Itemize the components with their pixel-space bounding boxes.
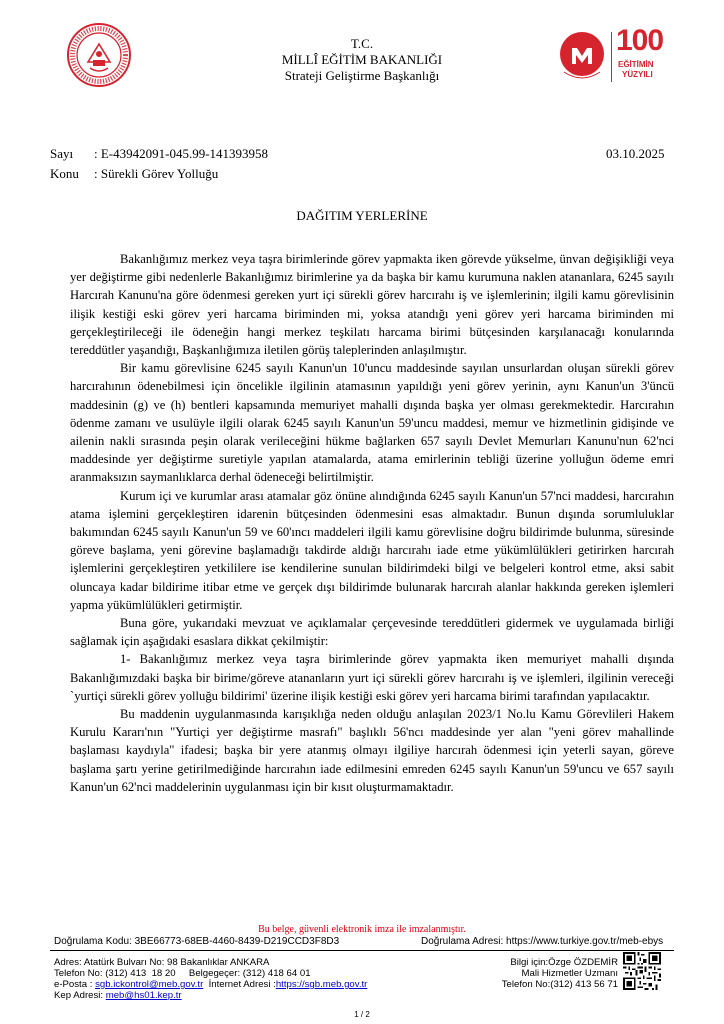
footer-divider	[50, 950, 674, 951]
footer-contact-block	[502, 957, 618, 990]
contact-title: Mali Hizmetler Uzmanı	[521, 968, 618, 979]
internet-link[interactable]: https://sgb.meb.gov.tr	[275, 979, 368, 990]
konu-label: Konu	[50, 166, 79, 181]
footer-address-block	[54, 957, 367, 1001]
distribution-title: DAĞITIM YERLERİNE	[296, 208, 428, 223]
contact-phone: Telefon No:(312) 413 56 71	[501, 979, 618, 990]
logo-text-egitimin: EĞİTİMİN	[618, 60, 654, 69]
qr-code-icon	[623, 952, 661, 990]
page-number: 1 / 2	[354, 1010, 370, 1019]
paragraph: 1- Bakanlığımız merkez veya taşra birimlerinde görev yapmakta iken memuriyet mahalli dışında Bakanlığımızdaki başka bir birime/göreve atananların yurt içi sürekli görev harcırahı iş ve işlemleri, ilgilinin vereceği `yurtiçi sürekli görev yolluğu bildirimi' üzerine ilişik kestiği eski görev yeri harcama birimi tarafından yapılacaktır.	[70, 652, 674, 703]
document-date: 03.10.2025	[606, 146, 665, 161]
letterhead	[0, 36, 724, 84]
verification-address: Doğrulama Adresi: https://www.turkiye.gov.tr/meb-ebys	[421, 936, 664, 947]
kep-label: Kep Adresi:	[54, 990, 106, 1001]
logo-text-yuzyili: YÜZYILI	[622, 70, 653, 79]
footer-address: Adres: Atatürk Bulvarı No: 98 Bakanlıklar ANKARA	[54, 957, 270, 968]
logo-number-100: 100	[616, 24, 664, 57]
header-department: Strateji Geliştirme Başkanlığı	[284, 68, 440, 83]
contact-person: Bilgi için:Özge ÖZDEMİR	[510, 957, 618, 968]
footer-email-line	[54, 979, 367, 990]
paragraph: Bir kamu görevlisine 6245 sayılı Kanun'un 10'uncu maddesinde sayılan unsurlardan oluşan sürekli görev harcırahının ödenebilmesi için öncelikle ilgilinin atamasının yapıldığı yeni görev yerinin, aynı Kanun'un 3'üncü maddesinin (g) ve (h) bentleri kapsamında memuriyet mahalli dışında başka yer olması gerekmektedir. Harcırahın ödenme zamanı ve usulüyle ilgili olarak 6245 sayılı Kanun'un 59'uncu maddesi, memur ve hizmetlinin gidişinde ve ailenin nakli sırasında peşin olarak verileceğini hükme bağlarken 657 sayılı Devlet Memurları Kanunu'nun 62'nci maddesinde yer değiştirme suretiyle yapılan atamalarda, atama emirlerinin tebliği üzerine yolluğun ödeme emri aranmaksızın saymanlıklarca derhal ödeneceği belirtilmiştir.	[70, 361, 674, 485]
kep-link[interactable]: meb@hs01.kep.tr	[105, 990, 182, 1001]
sayi-value: : E-43942091-045.99-141393958	[94, 146, 269, 161]
sayi-label: Sayı	[50, 146, 74, 161]
footer-phone: Telefon No: (312) 413 18 20 Belgegeçer: (312) 418 64 01	[54, 968, 311, 979]
paragraph: Bu maddenin uygulanmasında karışıklığa neden olduğu anlaşılan 2023/1 No.lu Kamu Görevlileri Hakem Kurulu Kararı'nın "Yurtiçi yer değiştirme masrafı" başlıklı 56'ncı maddesinde yer alan "yeni görev mahallinde başlaması kaydıyla" ifadesi; başka bir yere atanmış olmayı ilgiliye harcırah ödenmesi için yeterli sayan, göreve başlama şartı yerine getirilmediğinde harcırahın iade edilmesini emreden 6245 sayılı Kanun'un 59'uncu ve 657 sayılı Kanun'un 62'nci maddelerinin uygulanması için bir kısıt oluşturmamaktadır.	[70, 707, 674, 794]
header-tc: T.C.	[350, 36, 374, 51]
paragraph: Buna göre, yukarıdaki mevzuat ve açıklamalar çerçevesinde tereddütleri gidermek ve uygulamada birliği sağlamak için aşağıdaki esaslara dikkat çekilmiştir:	[70, 616, 674, 649]
esign-note: Bu belge, güvenli elektronik imza ile imzalanmıştır.	[258, 924, 466, 935]
email-link[interactable]: sgb.ickontrol@meb.gov.tr	[95, 979, 204, 990]
email-label: e-Posta :	[54, 979, 96, 990]
document-body	[70, 250, 674, 796]
footer-kep-line	[54, 990, 367, 1001]
paragraph: Kurum içi ve kurumlar arası atamalar göz önüne alındığında 6245 sayılı Kanun'un 57'nci maddesi, harcırahın atama işlemini gerçekleştiren idarenin bütçesinden ödenmesini esas almaktadır. Bunun dışında sorumluluklar bakımından 6245 sayılı Kanun'un 59 ve 60'ıncı maddeleri ilgili kamu görevlisine doğru bildirimde bulunma, süresinde göreve başlama, yeni görevine başlamadığı takdirde aldığı harcırahı iade etme yükümlülükleri getirirken harcırah işlemlerini gerçekleştiren yetkililere ise kendilerine sunulan bildirimdeki bilgi ve belgeleri kontrol etme, aksi sabit oluncaya kadar bildirime itibar etme ve gerçek dışı bildirimde bulunarak harcırah alanlar hakkında gereken işlemleri yapma yükümlülükleri getirmiştir.	[70, 488, 674, 612]
konu-value: : Sürekli Görev Yolluğu	[94, 166, 219, 181]
internet-label: İnternet Adresi :	[203, 979, 276, 990]
header-ministry: MİLLÎ EĞİTİM BAKANLIĞI	[281, 52, 443, 67]
paragraph: Bakanlığımız merkez veya taşra birimlerinde görev yapmakta iken görevde yükselme, ünvan değişikliği veya yer değiştirme gibi nedenlerle Bakanlığımız birimlerine ya da başka bir kamu kurumuna naklen atananlara, 6245 sayılı Harcırah Kanunu'na göre ödenmesi gereken yurt içi sürekli görev harcırahı iş ve işlemlerinin; ilgili kamu görevlisinin ilişik kestiği eski görev yeri harcama biriminden mi, yoksa atandığı yeni görev yeri harcama biriminden mi gerçekleştirileceği ile ödeneğin hangi merkez teşkilatı harcama birimi bütçesinden karşılanacağı konularında tereddütler yaşandığı, Başkanlığımıza iletilen görüş taleplerinden anlaşılmıştır.	[70, 252, 674, 358]
verification-code: Doğrulama Kodu: 3BE66773-68EB-4460-8439-D219CCD3F8D3	[54, 936, 340, 947]
